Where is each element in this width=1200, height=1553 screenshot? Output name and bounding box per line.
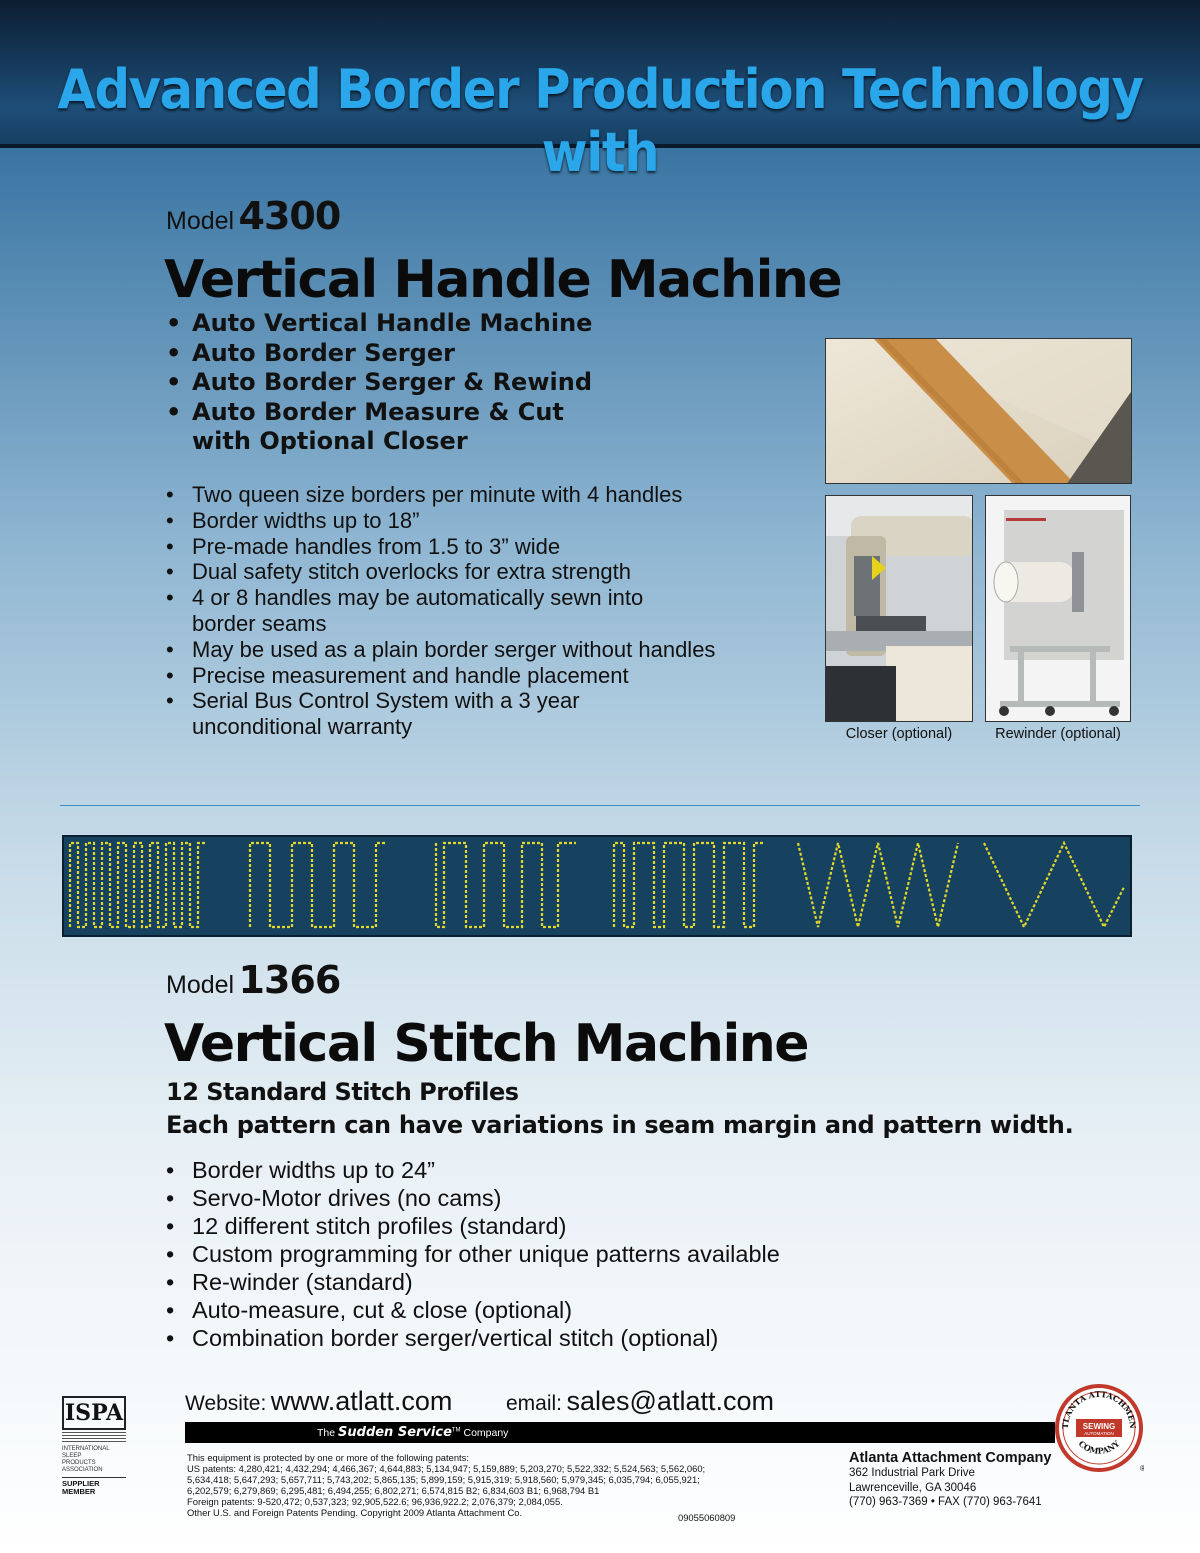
model-1366-spec-list	[166, 1156, 780, 1352]
rewinder-caption: Rewinder (optional)	[995, 726, 1121, 742]
company-seal-logo	[1054, 1383, 1144, 1473]
spec-item: • Border widths up to 24”	[166, 1156, 780, 1184]
stitch-pattern-wide-zigzag	[984, 843, 1124, 927]
spec-item: • Dual safety stitch overlocks for extra strength	[166, 559, 715, 585]
spec-item: • Combination border serger/vertical stitch (optional)	[166, 1324, 780, 1352]
ispa-stripes	[62, 1432, 126, 1442]
model-1366-description: Each pattern can have variations in seam margin and pattern width.	[166, 1111, 1074, 1139]
model-number: 1366	[238, 958, 341, 1002]
seal-top-text: TLANTA ATTACHMEN	[1059, 1388, 1139, 1430]
website-contact	[185, 1386, 452, 1417]
patent-notice	[187, 1452, 827, 1518]
closer-machine-image	[826, 496, 973, 722]
model-number: 4300	[238, 194, 341, 238]
ispa-line: INTERNATIONAL	[62, 1446, 110, 1452]
tagline-brand: Sudden Service	[338, 1425, 452, 1440]
ispa-member-line: MEMBER	[62, 1487, 96, 1496]
spec-item: • May be used as a plain border serger without handles	[166, 637, 715, 663]
company-phone: (770) 963-7369 • FAX (770) 963-7641	[849, 1496, 1042, 1508]
patent-line: This equipment is protected by one or more of the following patents:	[187, 1452, 469, 1463]
ispa-supplier-badge	[62, 1396, 126, 1506]
ispa-line: SLEEP	[62, 1453, 82, 1459]
spec-item: • Auto-measure, cut & close (optional)	[166, 1296, 780, 1324]
spec-item: • Serial Bus Control System with a 3 year	[166, 688, 715, 714]
header-title: Advanced Border Production Technology with	[57, 58, 1143, 184]
patent-line: US patents: 4,280,421; 4,432,294; 4,466,367; 4,644,883; 5,134,947; 5,159,889; 5,203,270; 5,522,332; 5,524,563; 5,562,060;	[187, 1463, 706, 1474]
tagline-pre: The	[317, 1427, 336, 1439]
stitch-profiles-panel	[62, 835, 1132, 937]
ispa-logo: ISPA	[62, 1396, 126, 1430]
closer-caption: Closer (optional)	[845, 726, 953, 742]
model-4300-spec-list	[166, 482, 715, 740]
email-label: email:	[506, 1392, 563, 1415]
seal-center-text: SEWING	[1082, 1422, 1116, 1431]
model-1366-title: Vertical Stitch Machine	[164, 1014, 809, 1074]
stitch-pattern-square-wave	[250, 843, 386, 927]
ispa-line: ASSOCIATION	[62, 1467, 103, 1473]
model-word: Model	[166, 971, 235, 999]
section-divider	[60, 805, 1140, 806]
patent-line: 6,202,579; 6,279,869; 6,295,481; 6,494,255; 6,802,271; 6,574,815 B2; 6,834,603 B1; 6,968,794 B1	[187, 1485, 600, 1496]
feature-item: • Auto Vertical Handle Machine	[166, 309, 592, 339]
feature-item: • Auto Border Serger	[166, 339, 592, 369]
company-name: Atlanta Attachment Company	[849, 1450, 1052, 1466]
patent-line: Other U.S. and Foreign Patents Pending. Copyright 2009 Atlanta Attachment Co.	[187, 1507, 523, 1518]
stitch-pattern-narrow-square	[70, 843, 206, 927]
rewinder-machine-image	[986, 496, 1131, 722]
ispa-line: PRODUCTS	[62, 1460, 96, 1466]
email-contact	[506, 1386, 774, 1417]
feature-item: • Auto Border Serger & Rewind	[166, 368, 592, 398]
ispa-member-line: SUPPLIER	[62, 1479, 100, 1488]
website-link[interactable]: www.atlatt.com	[270, 1386, 453, 1416]
document-number: 09055060809	[678, 1512, 736, 1523]
stitch-pattern-double-square	[614, 843, 764, 927]
spec-item: • Servo-Motor drives (no cams)	[166, 1184, 780, 1212]
rewinder-photo	[985, 495, 1131, 722]
patent-line: Foreign patents: 9-520,472; 0,537,323; 92,905,522.6; 96,936,922.2; 2,076,379; 2,084,055.	[187, 1496, 563, 1507]
border-handle-photo	[825, 338, 1132, 484]
stitch-pattern-zigzag	[798, 843, 958, 927]
spec-item: • Precise measurement and handle placement	[166, 663, 715, 689]
model-4300-feature-list	[166, 309, 592, 457]
seal-bottom-text: COMPANY	[1076, 1438, 1122, 1456]
website-label: Website:	[185, 1392, 267, 1415]
spec-item-continuation: unconditional warranty	[192, 714, 413, 740]
feature-continuation-text: with Optional Closer	[192, 427, 468, 456]
registered-mark: ®	[1140, 1464, 1144, 1473]
spec-item: • Pre-made handles from 1.5 to 3” wide	[166, 534, 715, 560]
email-link[interactable]: sales@atlatt.com	[566, 1386, 774, 1416]
spec-item-continuation: border seams	[192, 610, 327, 636]
border-handle-image	[826, 339, 1132, 484]
tagline	[317, 1425, 508, 1440]
company-address-line: 362 Industrial Park Drive	[849, 1467, 975, 1479]
header-banner	[0, 0, 1200, 184]
model-4300-title: Vertical Handle Machine	[164, 250, 842, 310]
seal-center-subtext: AUTOMATION	[1084, 1431, 1114, 1436]
spec-item: • Border widths up to 18”	[166, 508, 715, 534]
seal-graphic	[1054, 1383, 1144, 1473]
spec-item: • 4 or 8 handles may be automatically sewn into	[166, 585, 715, 611]
feature-item: • Auto Border Measure & Cut	[166, 398, 592, 428]
stitch-patterns-graphic	[64, 837, 1130, 935]
spec-item: • Two queen size borders per minute with 4 handles	[166, 482, 715, 508]
patent-line: 5,634,418; 5,647,293; 5,657,711; 5,743,202; 5,865,135; 5,899,159; 5,915,319; 5,918,560; 5,979,345; 6,035,794; 6,055,921;	[187, 1474, 700, 1485]
closer-photo	[825, 495, 973, 722]
model-1366-label	[166, 958, 340, 1002]
company-address-line: Lawrenceville, GA 30046	[849, 1481, 977, 1494]
stitch-pattern-offset-square	[436, 843, 576, 927]
model-word: Model	[166, 207, 235, 235]
spec-item: • 12 different stitch profiles (standard)	[166, 1212, 780, 1240]
tagline-bar	[185, 1422, 1055, 1443]
tagline-tm: TM	[451, 1427, 461, 1434]
spec-item: • Re-winder (standard)	[166, 1268, 780, 1296]
company-address-block	[849, 1450, 1051, 1510]
spec-item: • Custom programming for other unique patterns available	[166, 1240, 780, 1268]
feature-item-continuation	[166, 427, 592, 457]
tagline-post: Company	[463, 1427, 509, 1439]
model-4300-label	[166, 194, 340, 238]
model-1366-subtitle: 12 Standard Stitch Profiles	[166, 1078, 519, 1106]
